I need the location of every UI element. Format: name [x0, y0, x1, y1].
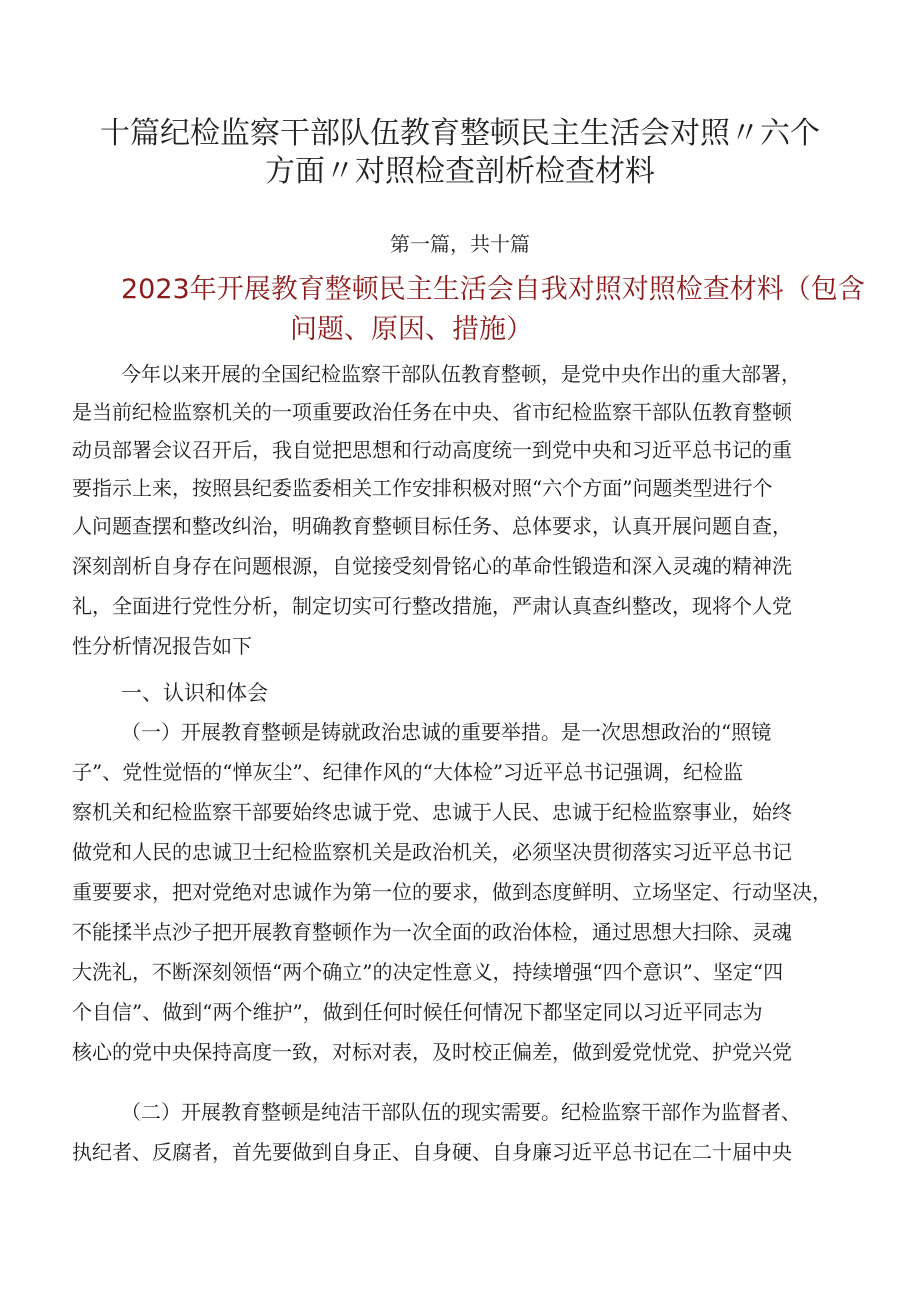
paragraph-line: 察机关和纪检监察干部要始终忠诚于党、忠诚于人民、忠诚于纪检监察事业，始终 [72, 800, 792, 824]
paragraph-line: 大洗礼，不断深刻领悟“两个确立”的决定性意义，持续增强“四个意识”、坚定“四 [72, 960, 784, 984]
paragraph-line: （二）开展教育整顿是纯洁干部队伍的现实需要。纪检监察干部作为监督者、 [121, 1100, 801, 1124]
intro-line: 要指示上来，按照县纪委监委相关工作安排积极对照“六个方面”问题类型进行个 [72, 476, 773, 500]
section-heading: 一、认识和体会 [121, 681, 268, 705]
intro-line: 礼，全面进行党性分析，制定切实可行整改措施，严肃认真查纠整改，现将个人党 [72, 594, 792, 618]
paragraph-line: 做党和人民的忠诚卫士纪检监察机关是政治机关，必须坚决贯彻落实习近平总书记 [72, 840, 792, 864]
document-title-line-1: 十篇纪检监察干部队伍教育整顿民主生活会对照〃六个 [100, 116, 820, 151]
paragraph-line: 重要要求，把对党绝对忠诚作为第一位的要求，做到态度鲜明、立场坚定、行动坚决， [72, 880, 832, 904]
intro-line: 动员部署会议召开后，我自觉把思想和行动高度统一到党中央和习近平总书记的重 [72, 438, 792, 462]
paragraph-line: 核心的党中央保持高度一致，对标对表，及时校正偏差，做到爱党忧党、护党兴党 [72, 1040, 792, 1064]
intro-line: 是当前纪检监察机关的一项重要政治任务在中央、省市纪检监察干部队伍教育整顿 [72, 400, 792, 424]
paragraph-line: 不能揉半点沙子把开展教育整顿作为一次全面的政治体检，通过思想大扫除、灵魂 [72, 920, 792, 944]
paragraph-line: 个自信”、做到“两个维护”，做到任何时候任何情况下都坚定同以习近平同志为 [72, 1000, 763, 1024]
intro-line: 今年以来开展的全国纪检监察干部队伍教育整顿，是党中央作出的重大部署， [121, 362, 801, 386]
paragraph-line: （一）开展教育整顿是铸就政治忠诚的重要举措。是一次思想政治的“照镜 [121, 720, 772, 744]
paragraph-line: 执纪者、反腐者，首先要做到自身正、自身硬、自身廉习近平总书记在二十届中央 [72, 1140, 792, 1164]
intro-line: 深刻剖析自身存在问题根源，自觉接受刻骨铭心的革命性锻造和深入灵魂的精神洗 [72, 554, 792, 578]
article-title-line-2: 问题、原因、措施） [290, 314, 533, 345]
intro-line: 人问题查摆和整改纠治，明确教育整顿目标任务、总体要求，认真开展问题自查， [72, 514, 792, 538]
article-title-line-1: 2023年开展教育整顿民主生活会自我对照对照检查材料（包含 [121, 274, 865, 305]
intro-line: 性分析情况报告如下 [72, 634, 252, 658]
document-title-line-2: 方面〃对照检查剖析检查材料 [265, 154, 655, 189]
paragraph-line: 子”、党性觉悟的“惮灰尘”、纪律作风的“大体检”习近平总书记强调，纪检监 [72, 760, 744, 784]
document-subtitle: 第一篇，共十篇 [390, 232, 530, 256]
